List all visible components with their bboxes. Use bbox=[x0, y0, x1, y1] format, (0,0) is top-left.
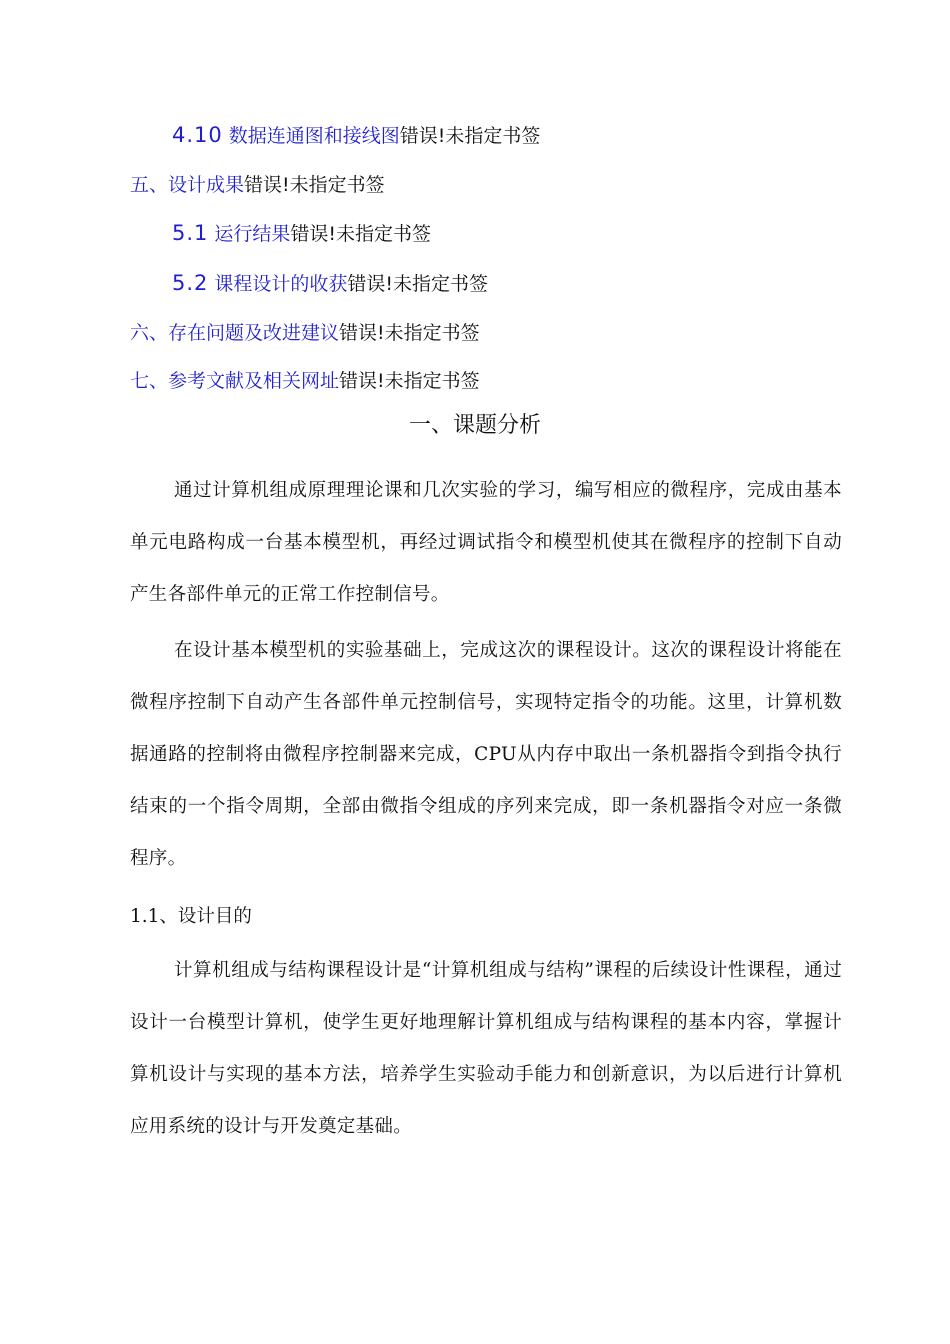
body-paragraph: 计算机组成与结构课程设计是“计算机组成与结构”课程的后续设计性课程，通过设计一台模型计算机，使学生更好地理解计算机组成与结构课程的基本内容，掌握计算机设计与实现的基本方法，培养学生实验动手能力和创新意识，为以后进行计算机应用系统的设计与开发奠定基础。 bbox=[130, 960, 842, 1137]
toc-entry-number: 4.10 bbox=[172, 123, 223, 147]
toc-error-text: 错误!未指定书签 bbox=[290, 223, 432, 245]
toc-entry-title[interactable]: 课程设计的收获 bbox=[214, 273, 348, 295]
toc-error-text: 错误!未指定书签 bbox=[347, 273, 489, 295]
subsection-title: 1.1、设计目的 bbox=[130, 906, 252, 927]
toc-entry-title[interactable]: 七、参考文献及相关网址 bbox=[130, 370, 340, 392]
toc-entry[interactable] bbox=[172, 122, 540, 149]
toc-entry-number: 5.1 bbox=[172, 221, 209, 245]
toc-entry-title[interactable]: 运行结果 bbox=[214, 223, 291, 245]
toc-entry-title[interactable]: 六、存在问题及改进建议 bbox=[130, 322, 340, 344]
toc-error-text: 错误!未指定书签 bbox=[244, 174, 385, 196]
toc-entry[interactable] bbox=[130, 320, 480, 346]
section-heading: 一、课题分析 bbox=[408, 413, 541, 438]
toc-entry[interactable] bbox=[130, 172, 385, 198]
body-paragraph: 在设计基本模型机的实验基础上，完成这次的课程设计。这次的课程设计将能在微程序控制下自动产生各部件单元控制信号，实现特定指令的功能。这里，计算机数据通路的控制将由微程序控制器来完成，CPU从内存中取出一条机器指令到指令执行结束的一个指令周期，全部由微指令组成的序列来完成，即一条机器指令对应一条微程序。 bbox=[130, 640, 842, 869]
toc-error-text: 错误!未指定书签 bbox=[339, 322, 480, 344]
toc-entry-title[interactable]: 五、设计成果 bbox=[130, 174, 245, 196]
toc-entry-title[interactable]: 数据连通图和接线图 bbox=[228, 125, 400, 147]
toc-entry[interactable] bbox=[172, 270, 488, 297]
body-paragraph: 通过计算机组成原理理论课和几次实验的学习，编写相应的微程序，完成由基本单元电路构成一台基本模型机，再经过调试指令和模型机使其在微程序的控制下自动产生各部件单元的正常工作控制信号。 bbox=[130, 480, 842, 605]
toc-error-text: 错误!未指定书签 bbox=[399, 125, 541, 147]
toc-error-text: 错误!未指定书签 bbox=[339, 370, 480, 392]
toc-entry[interactable] bbox=[172, 220, 431, 247]
toc-entry-number: 5.2 bbox=[172, 271, 209, 295]
toc-entry[interactable] bbox=[130, 368, 480, 394]
